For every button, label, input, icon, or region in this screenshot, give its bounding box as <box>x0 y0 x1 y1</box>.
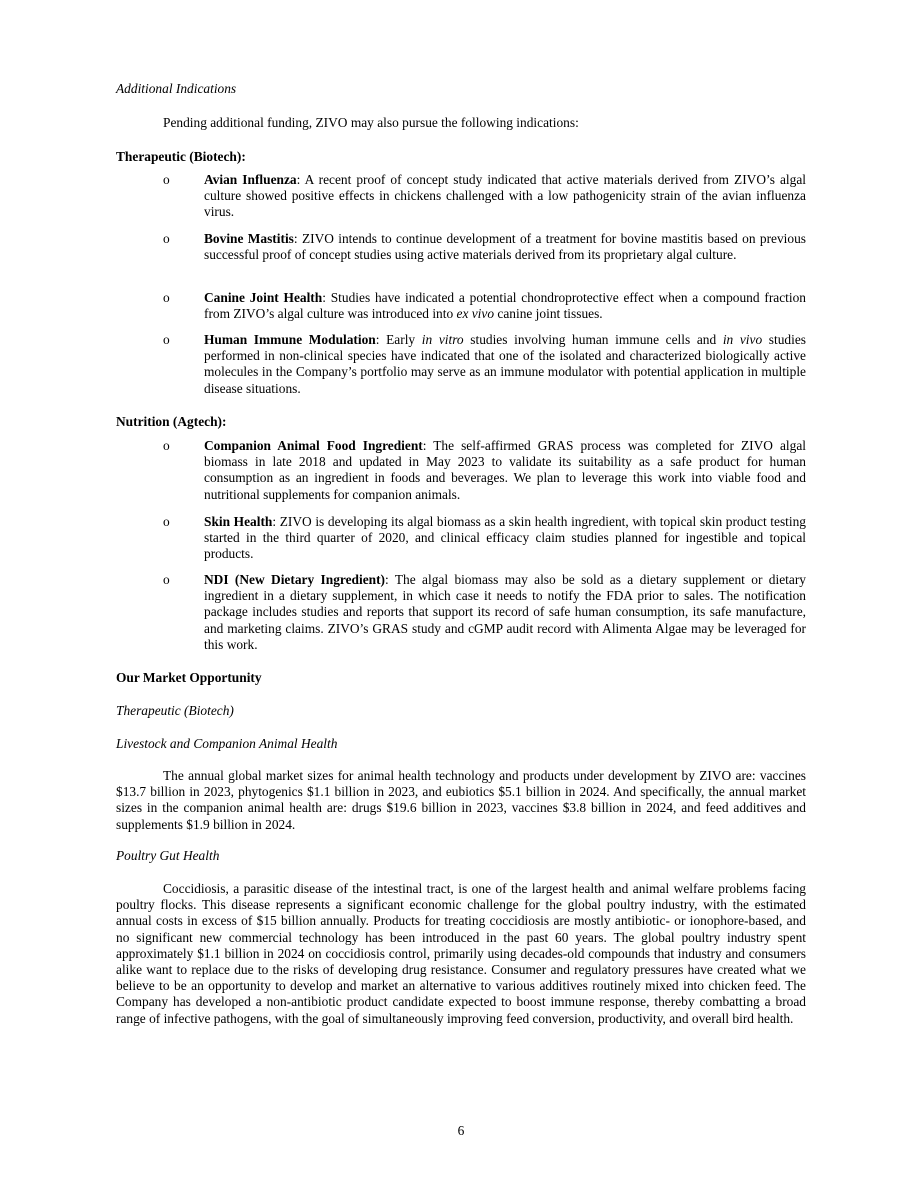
list-item-text <box>204 572 806 653</box>
list-item-text <box>204 231 806 263</box>
item-body: studies involving human immune cells and <box>463 332 723 347</box>
item-title: NDI (New Dietary Ingredient) <box>204 572 386 587</box>
list-item-text <box>204 514 806 563</box>
bullet-marker: o <box>163 514 170 529</box>
intro-paragraph: Pending additional funding, ZIVO may also pursue the following indications: <box>163 115 579 130</box>
item-body: : Early <box>375 332 422 347</box>
heading-therapeutic-biotech: Therapeutic (Biotech): <box>116 149 246 164</box>
item-emphasis: in vivo <box>722 332 763 347</box>
item-title: Skin Health <box>204 514 273 529</box>
bullet-marker: o <box>163 438 170 453</box>
item-body: : Studies have indicated a potential chondroprotective effect when a compound fraction from ZIVO’s algal culture was introduced into <box>204 290 806 322</box>
bullet-marker: o <box>163 231 170 246</box>
item-title: Bovine Mastitis <box>204 231 294 246</box>
item-body: : ZIVO is developing its algal biomass as a skin health ingredient, with topical skin product testing started in the third quarter of 2020, and clinical efficacy claim studies planned for ingestible and topical products. <box>204 514 806 562</box>
item-body: : ZIVO intends to continue development of a treatment for bovine mastitis based on previous successful proof of concept studies using active materials derived from its proprietary algal culture. <box>204 231 806 263</box>
item-title: Human Immune Modulation <box>204 332 376 347</box>
item-body: canine joint tissues. <box>494 306 603 322</box>
item-body: : The self-affirmed GRAS process was completed for ZIVO algal biomass in late 2018 and updated in May 2023 to validate its suitability as a safe product for human consumption as an ingredient in foods and beverages. We plan to leverage this work into viable food and nutritional supplements for companion animals. <box>204 438 806 502</box>
item-title: Companion Animal Food Ingredient <box>204 438 423 453</box>
list-item-text <box>204 172 806 221</box>
item-emphasis: in vitro <box>421 332 464 347</box>
item-body: : The algal biomass may also be sold as a dietary supplement or dietary ingredient in a dietary supplement, in which case it needs to notify the FDA prior to sales. The notification package includes studies and reports that support its record of safe human consumption, its safe manufacture, and marketing claims. ZIVO’s GRAS study and cGMP audit record with Alimenta Algae may be leveraged for this work. <box>204 572 806 652</box>
section-heading-additional-indications: Additional Indications <box>116 81 237 96</box>
list-item-text <box>204 332 806 397</box>
bullet-marker: o <box>163 290 170 305</box>
item-title: Avian Influenza <box>204 172 297 187</box>
heading-nutrition-agtech: Nutrition (Agtech): <box>116 414 227 429</box>
bullet-marker: o <box>163 572 170 587</box>
livestock-paragraph: The annual global market sizes for animal health technology and products under development by ZIVO are: vaccines $13.7 billion in 2023, phytogenics $1.1 billion in 2023, and eubiotics $5.1 billion in 2024. And specifically, the annual market sizes in the companion animal health are: drugs $19.6 billion in 2023, vaccines $3.8 billion in 2024, and feed additives and supplements $1.9 billion in 2024. <box>116 768 806 832</box>
subheading-livestock: Livestock and Companion Animal Health <box>116 736 338 751</box>
item-emphasis: ex vivo <box>456 306 495 322</box>
poultry-paragraph: Coccidiosis, a parasitic disease of the intestinal tract, is one of the largest health and animal welfare problems facing poultry flocks. This disease represents a significant economic challenge for the global poultry industry, with the estimated annual costs in excess of $15 billion annually. Products for treating coccidiosis are mostly antibiotic- or ionophore-based, and no significant new commercial technology has been introduced in the past 60 years. The global poultry industry spent approximately $1.1 billion in 2024 on coccidiosis control, primarily using decades-old compounds that industry and consumers alike want to replace due to the risks of developing drug resistance. Consumer and regulatory pressures have created what we believe to be an opportunity to develop and market an alternative to various additives routinely mixed into chicken feed. The Company has developed a non-antibiotic product candidate expected to boost immune response, thereby combatting a broad range of infective pathogens, with the goal of simultaneously improving feed conversion, productivity, and overall bird health. <box>116 881 806 1026</box>
bullet-marker: o <box>163 172 170 187</box>
page-number: 6 <box>457 1123 465 1138</box>
list-item-text <box>204 438 806 503</box>
subheading-therapeutic-biotech: Therapeutic (Biotech) <box>116 703 234 718</box>
bullet-marker: o <box>163 332 170 347</box>
item-body: : A recent proof of concept study indicated that active materials derived from ZIVO’s algal culture showed positive effects in chickens challenged with a low pathogenicity strain of the avian influenza virus. <box>204 172 806 220</box>
subheading-poultry-gut-health: Poultry Gut Health <box>116 848 220 863</box>
heading-market-opportunity: Our Market Opportunity <box>116 670 262 685</box>
list-item-text <box>204 290 806 322</box>
item-body: studies performed in non-clinical species have indicated that one of the isolated and characterized biologically active molecules in the Company’s portfolio may serve as an immune modulator with potential application in multiple disease situations. <box>204 332 807 396</box>
item-title: Canine Joint Health <box>204 290 323 305</box>
